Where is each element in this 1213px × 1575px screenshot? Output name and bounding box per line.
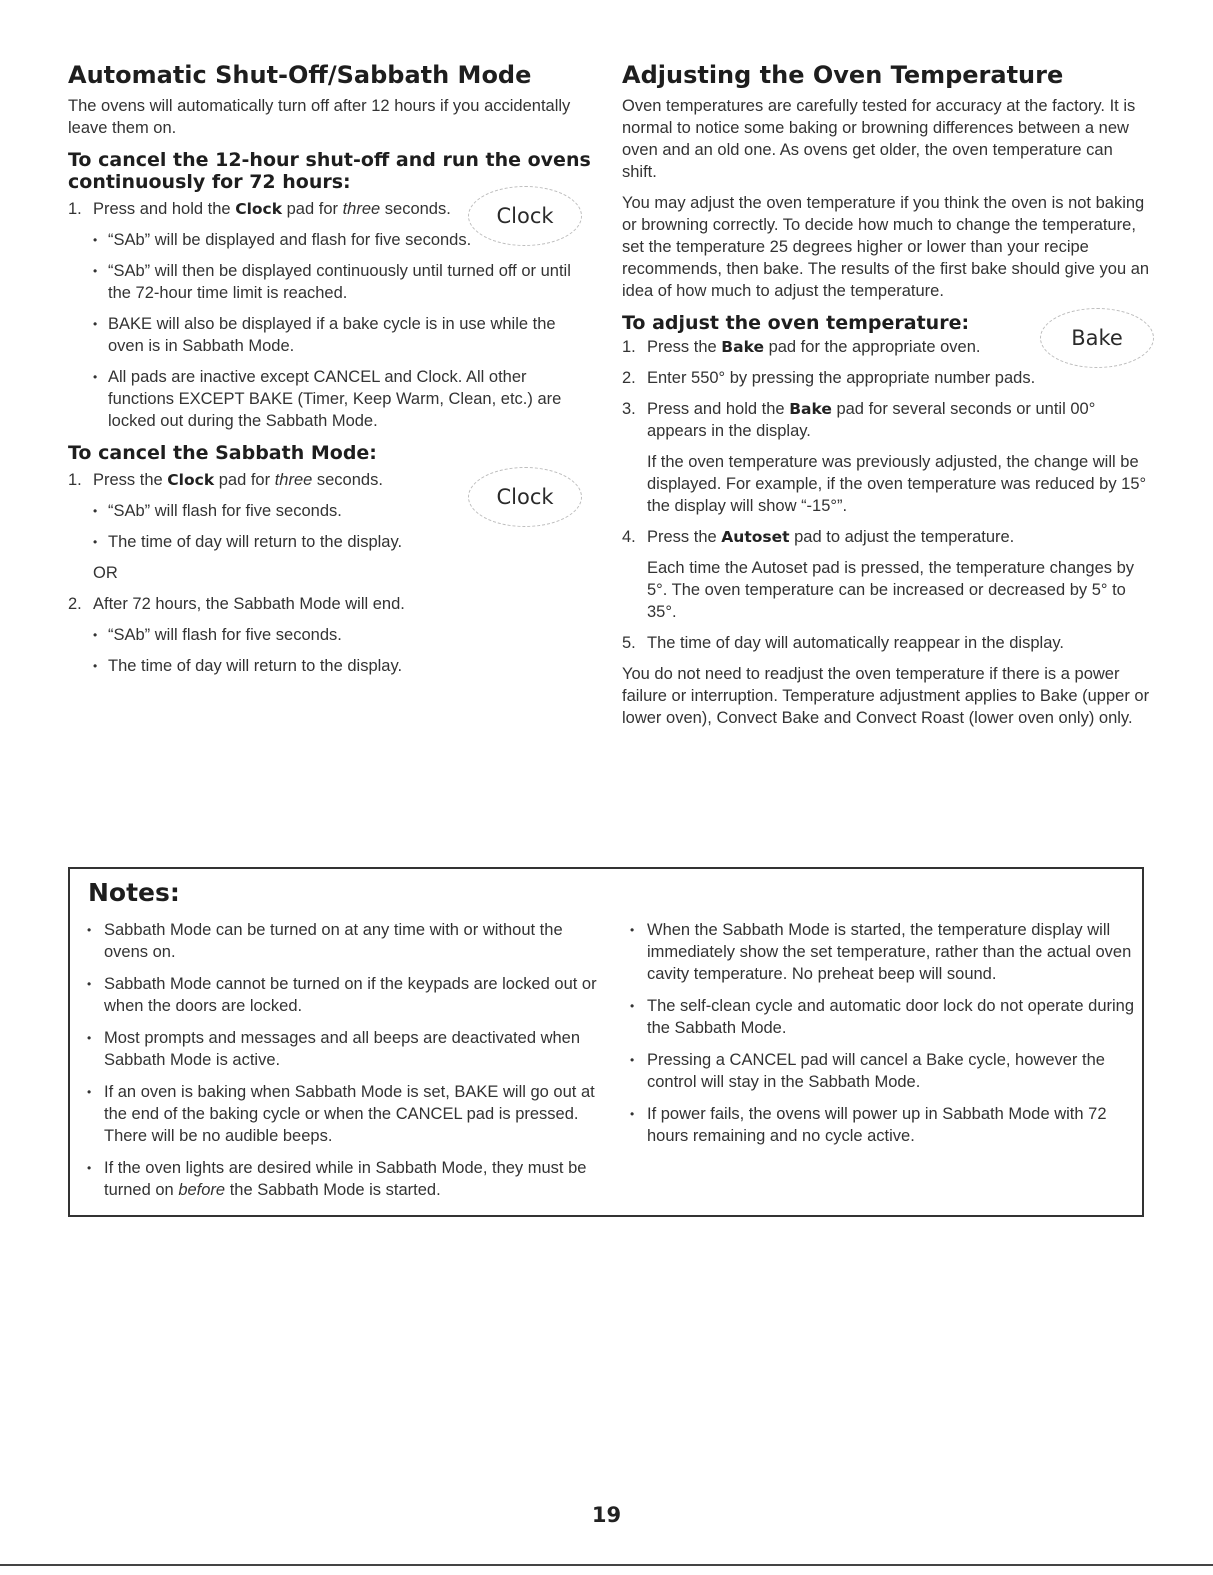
cancel-step-2: 2. After 72 hours, the Sabbath Mode will end. (68, 594, 405, 613)
adjust-step-3: 3. Press and hold the Bake pad for several seconds or until 00° appears in the display. (622, 400, 1096, 441)
or-text: OR (93, 563, 118, 582)
step-group-shutoff (68, 198, 593, 229)
note-item: • If the oven lights are desired while in Sabbath Mode, they must be turned on before the Sabbath Mode is started. (82, 1157, 602, 1201)
adjust-step-3-note: If the oven temperature was previously adjusted, the change will be displayed. For example, if the oven temperature was reduced by 15° the display will show “-15°”. (647, 453, 1147, 516)
bullet-item: • All pads are inactive except CANCEL and Clock. All other functions EXCEPT BAKE (Timer, Keep Warm, Clean, etc.) are locked out during the Sabbath Mode. (68, 366, 593, 432)
bullet-item: • “SAb” will flash for five seconds. (68, 624, 593, 646)
note-item: • Pressing a CANCEL pad will cancel a Bake cycle, however the control will stay in the Sabbath Mode. (625, 1049, 1135, 1093)
oven-temp-title: Adjusting the Oven Temperature (622, 61, 1064, 89)
bullet-item: • BAKE will also be displayed if a bake cycle is in use while the oven is in Sabbath Mode. (68, 313, 593, 357)
clock-pad-icon: Clock (468, 186, 582, 246)
adjust-heading-group (622, 312, 1152, 359)
adjust-temp-heading: To adjust the oven temperature: (622, 311, 970, 334)
page-number: 19 (591, 1503, 622, 1527)
sabbath-title: Automatic Shut-Off/Sabbath Mode (68, 61, 532, 89)
note-item: • Sabbath Mode cannot be turned on if the keypads are locked out or when the doors are locked. (82, 973, 602, 1017)
notes-right-column (625, 919, 1135, 1157)
notes-title: Notes: (88, 878, 180, 907)
bullet-item: • The time of day will return to the display. (68, 531, 593, 553)
oven-temp-explanation: You may adjust the oven temperature if you think the oven is not baking or browning correctly. To decide how much to change the temperature, set the temperature 25 degrees higher or lower than your recipe recommends, then bake. The results of the first bake should give you an idea of how much to adjust the temperature. (622, 193, 1150, 300)
clock-pad-icon: Clock (468, 467, 582, 527)
step-group-cancel (68, 469, 593, 509)
adjust-step-5: 5. The time of day will automatically reappear in the display. (622, 634, 1064, 653)
bullet-item: • “SAb” will then be displayed continuously until turned off or until the 72-hour time limit is reached. (68, 260, 593, 304)
adjust-step-2: 2. Enter 550° by pressing the appropriate number pads. (622, 369, 1036, 388)
oven-temp-section (622, 62, 1152, 738)
bullet-item: • “SAb” will be displayed and flash for five seconds. (68, 229, 593, 251)
sabbath-section (68, 62, 593, 686)
cancel-sabbath-heading: To cancel the Sabbath Mode: (68, 442, 377, 465)
notes-left-column (82, 919, 602, 1211)
oven-temp-intro: Oven temperatures are carefully tested for accuracy at the factory. It is normal to notice some baking or browning differences between a new oven and an old one. As ovens get older, the oven temperature can shift. (622, 96, 1136, 181)
cancel-step-1: 1. Press the Clock pad for three seconds. (68, 470, 383, 489)
cancel-shutoff-heading: To cancel the 12-hour shut-off and run the ovens continuously for 72 hours: (68, 148, 591, 194)
adjust-step-4-note: Each time the Autoset pad is pressed, the temperature changes by 5°. The oven temperature can be increased or decreased by 5° to 35°. (647, 559, 1135, 622)
step-1: 1. Press and hold the Clock pad for three seconds. (68, 200, 451, 219)
note-item: • The self-clean cycle and automatic door lock do not operate during the Sabbath Mode. (625, 995, 1135, 1039)
note-item: • If an oven is baking when Sabbath Mode is set, BAKE will go out at the end of the baking cycle or when the CANCEL pad is pressed. There will be no audible beeps. (82, 1081, 602, 1147)
adjust-step-1: 1. Press the Bake pad for the appropriate oven. (622, 338, 981, 357)
note-item: • Sabbath Mode can be turned on at any time with or without the ovens on. (82, 919, 602, 963)
notes-box (68, 867, 1144, 1217)
adjust-step-4: 4. Press the Autoset pad to adjust the temperature. (622, 528, 1015, 547)
bullet-item: • “SAb” will flash for five seconds. (68, 500, 593, 522)
sabbath-intro: The ovens will automatically turn off after 12 hours if you accidentally leave them on. (68, 96, 571, 137)
note-item: • Most prompts and messages and all beeps are deactivated when Sabbath Mode is active. (82, 1027, 602, 1071)
note-item: • When the Sabbath Mode is started, the temperature display will immediately show the set temperature, rather than the actual oven cavity temperature. No preheat beep will sound. (625, 919, 1135, 985)
note-item: • If power fails, the ovens will power up in Sabbath Mode with 72 hours remaining and no cycle active. (625, 1103, 1135, 1147)
power-failure-note: You do not need to readjust the oven temperature if there is a power failure or interruption. Temperature adjustment applies to Bake (upper or lower oven), Convect Bake and Convect Roast (lower oven only) only. (622, 665, 1150, 728)
bake-pad-icon: Bake (1040, 308, 1154, 368)
bullet-item: • The time of day will return to the display. (68, 655, 593, 677)
footer-divider (0, 1564, 1213, 1566)
